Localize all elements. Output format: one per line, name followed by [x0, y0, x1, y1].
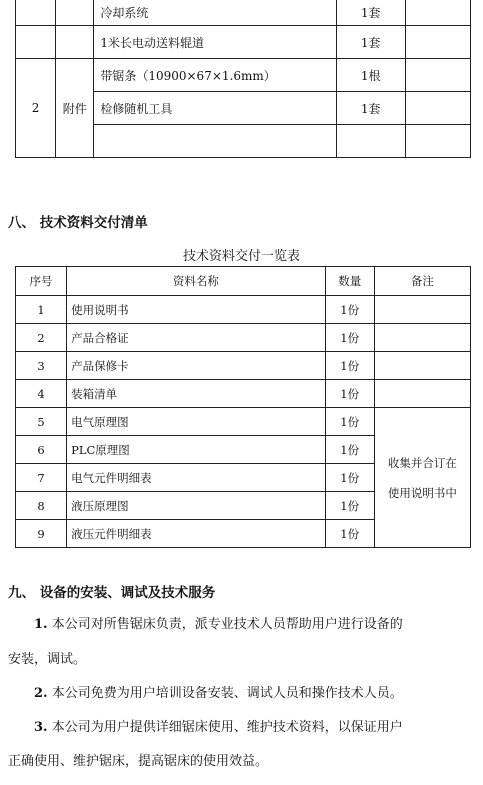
merged-remark-cell: [374, 408, 470, 548]
cell-qty: 1份: [325, 436, 374, 464]
remark-line-2: 使用说明书中: [387, 485, 457, 500]
cell-qty: 1套: [336, 92, 405, 125]
cell-remark: [374, 352, 470, 380]
cell-no: 8: [16, 492, 67, 520]
cell-name: 使用说明书: [67, 296, 326, 324]
cell-qty: 1份: [325, 492, 374, 520]
paragraph-1-line-1: [34, 615, 403, 634]
cell-group: [56, 26, 94, 59]
paragraph-3-line-1: [34, 718, 403, 737]
cell-qty: 1份: [325, 352, 374, 380]
cell-remark: [405, 125, 470, 158]
paragraph-2-number: 2.: [34, 686, 48, 701]
section-heading-9: 九、 设备的安装、调试及技术服务: [8, 585, 216, 601]
table-header-row: [16, 267, 471, 296]
cell-name: [94, 125, 336, 158]
cell-no: 3: [16, 352, 67, 380]
cell-no: 1: [16, 296, 67, 324]
cell-no: 5: [16, 408, 67, 436]
cell-qty: 1套: [336, 0, 405, 26]
paragraph-2-text: 本公司免费为用户培训设备安装、调试人员和操作技术人员。: [51, 686, 403, 701]
cell-no: 4: [16, 380, 67, 408]
table-row: [16, 380, 471, 408]
table-row: [16, 324, 471, 352]
cell-qty: 1份: [325, 464, 374, 492]
cell-name: PLC原理图: [67, 436, 326, 464]
cell-qty: 1份: [325, 520, 374, 548]
cell-no: 7: [16, 464, 67, 492]
cell-qty: 1根: [336, 59, 405, 92]
table-row: [16, 352, 471, 380]
cell-group-no: 2: [16, 59, 56, 158]
cell-remark: [405, 26, 470, 59]
cell-name: 冷却系统: [94, 0, 336, 26]
cell-name: 电气元件明细表: [67, 464, 326, 492]
table-row: [16, 296, 471, 324]
cell-qty: 1份: [325, 408, 374, 436]
paragraph-1-line-2: 安装，调试。: [8, 652, 87, 667]
paragraph-1-text: 本公司对所售锯床负责，派专业技术人员帮助用户进行设备的: [51, 617, 403, 632]
cell-remark: [374, 296, 470, 324]
table-row: [16, 59, 471, 92]
table-caption: 技术资料交付一览表: [182, 249, 300, 264]
table-row: [16, 408, 471, 436]
cell-no: 9: [16, 520, 67, 548]
cell-qty: 1份: [325, 296, 374, 324]
cell-remark: [405, 92, 470, 125]
cell-no: [16, 26, 56, 59]
header-qty: 数量: [325, 267, 374, 296]
paragraph-3-number: 3.: [34, 720, 48, 735]
cell-remark: [374, 324, 470, 352]
cell-qty: 1份: [325, 380, 374, 408]
paragraph-1-number: 1.: [34, 617, 48, 632]
table-row: [16, 26, 471, 59]
cell-name: 电气原理图: [67, 408, 326, 436]
cell-qty: 1份: [325, 324, 374, 352]
section-heading-8: 八、 技术资料交付清单: [8, 215, 148, 231]
cell-group-label: 附件: [56, 59, 94, 158]
cell-remark: [405, 0, 470, 26]
cell-no: 2: [16, 324, 67, 352]
cell-remark: [374, 380, 470, 408]
cell-name: 液压元件明细表: [67, 520, 326, 548]
cell-no: 6: [16, 436, 67, 464]
cell-group: [56, 0, 94, 26]
cell-name: 检修随机工具: [94, 92, 336, 125]
cell-name: 液压原理图: [67, 492, 326, 520]
header-no: 序号: [16, 267, 67, 296]
paragraph-3-line-2: 正确使用、维护锯床，提高锯床的使用效益。: [8, 754, 269, 769]
cell-remark: [405, 59, 470, 92]
cell-name: 带锯条（10900×67×1.6mm）: [94, 59, 336, 92]
remark-line-1: 收集并合订在: [387, 455, 457, 470]
cell-name: 装箱清单: [67, 380, 326, 408]
header-remark: 备注: [374, 267, 470, 296]
header-name: 资料名称: [67, 267, 326, 296]
accessories-table: [15, 0, 471, 158]
cell-qty: 1套: [336, 26, 405, 59]
cell-no: [16, 0, 56, 26]
paragraph-2: [34, 684, 403, 703]
cell-qty: [336, 125, 405, 158]
paragraph-3-text: 本公司为用户提供详细锯床使用、维护技术资料，以保证用户: [51, 720, 403, 735]
cell-name: 产品保修卡: [67, 352, 326, 380]
cell-name: 产品合格证: [67, 324, 326, 352]
document-list-table: [15, 266, 471, 548]
cell-name: 1米长电动送料辊道: [94, 26, 336, 59]
table-row: [16, 0, 471, 26]
